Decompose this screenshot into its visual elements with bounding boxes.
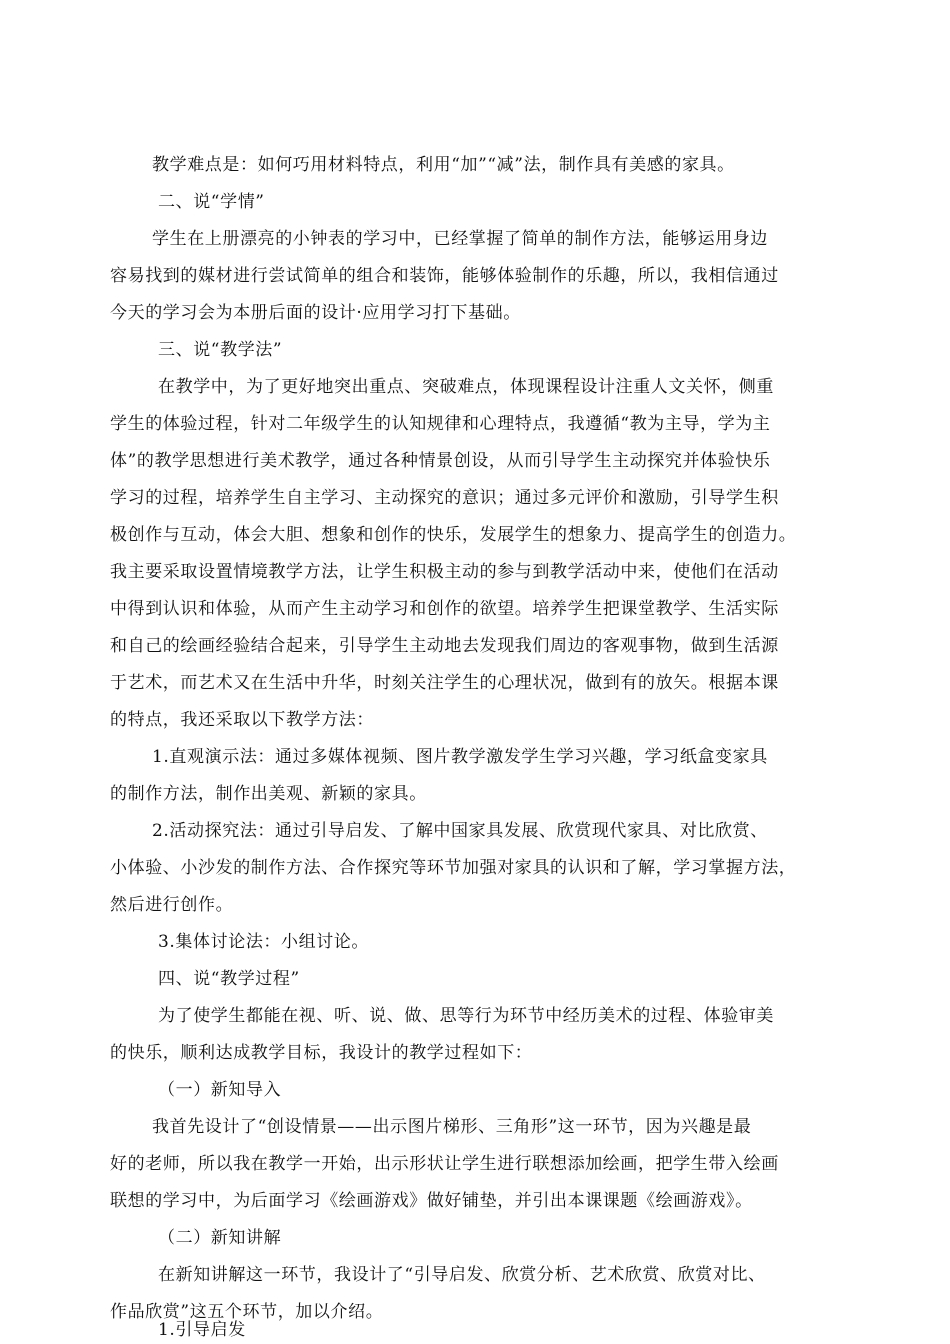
text-line: 我主要采取设置情境教学方法，让学生积极主动的参与到教学活动中来，使他们在活动 [110, 562, 779, 582]
text-line: 好的老师，所以我在教学一开始，出示形状让学生进行联想添加绘画，把学生带入绘画 [110, 1154, 779, 1174]
text-line: 的快乐，顺利达成教学目标，我设计的教学过程如下： [110, 1043, 533, 1063]
section-heading: 四、说“教学过程” [158, 969, 300, 989]
subsection-heading: （二）新知讲解 [158, 1228, 282, 1248]
text-line: 学生在上册漂亮的小钟表的学习中，已经掌握了简单的制作方法，能够运用身边 [152, 229, 768, 249]
text-line: 联想的学习中，为后面学习《绘画游戏》做好铺垫，并引出本课课题《绘画游戏》。 [110, 1191, 753, 1211]
text-line: 教学难点是：如何巧用材料特点，利用“加”“减”法，制作具有美感的家具。 [152, 155, 735, 175]
text-line: 极创作与互动，体会大胆、想象和创作的快乐，发展学生的想象力、提高学生的创造力。 [110, 525, 797, 545]
text-line: 体”的教学思想进行美术教学，通过各种情景创设，从而引导学生主动探究并体验快乐 [110, 451, 771, 471]
text-line: 的制作方法，制作出美观、新颖的家具。 [110, 784, 427, 804]
section-heading: 二、说“学情” [158, 192, 265, 212]
list-item: 1.直观演示法：通过多媒体视频、图片教学激发学生学习兴趣，学习纸盒变家具 [152, 747, 768, 767]
text-line: 学习的过程，培养学生自主学习、主动探究的意识；通过多元评价和激励，引导学生积 [110, 488, 779, 508]
text-line: 作品欣赏”这五个环节，加以介绍。 [110, 1302, 384, 1322]
list-item: 1.引导启发 [158, 1320, 246, 1340]
text-line: 于艺术，而艺术又在生活中升华，时刻关注学生的心理状况，做到有的放矢。根据本课 [110, 673, 779, 693]
text-line: 我首先设计了“创设情景——出示图片梯形、三角形”这一环节，因为兴趣是最 [152, 1117, 752, 1137]
text-line: 学生的体验过程，针对二年级学生的认知规律和心理特点，我遵循“教为主导，学为主 [110, 414, 771, 434]
text-line: 和自己的绘画经验结合起来，引导学生主动地去发现我们周边的客观事物，做到生活源 [110, 636, 779, 656]
text-line: 的特点，我还采取以下教学方法： [110, 710, 374, 730]
subsection-heading: （一）新知导入 [158, 1080, 282, 1100]
text-line: 在教学中，为了更好地突出重点、突破难点，体现课程设计注重人文关怀，侧重 [158, 377, 774, 397]
list-item: 3.集体讨论法：小组讨论。 [158, 932, 370, 952]
text-line: 小体验、小沙发的制作方法、合作探究等环节加强对家具的认识和了解，学习掌握方法， [110, 858, 797, 878]
text-line: 在新知讲解这一环节，我设计了“引导启发、欣赏分析、艺术欣赏、欣赏对比、 [158, 1265, 766, 1285]
text-line: 为了使学生都能在视、听、说、做、思等行为环节中经历美术的过程、体验审美 [158, 1006, 774, 1026]
text-line: 容易找到的媒材进行尝试简单的组合和装饰，能够体验制作的乐趣，所以，我相信通过 [110, 266, 779, 286]
text-line: 然后进行创作。 [110, 895, 234, 915]
text-line: 今天的学习会为本册后面的设计·应用学习打下基础。 [110, 303, 521, 323]
text-line: 中得到认识和体验，从而产生主动学习和创作的欲望。培养学生把课堂教学、生活实际 [110, 599, 779, 619]
list-item: 2.活动探究法：通过引导启发、了解中国家具发展、欣赏现代家具、对比欣赏、 [152, 821, 768, 841]
section-heading: 三、说“教学法” [158, 340, 283, 360]
